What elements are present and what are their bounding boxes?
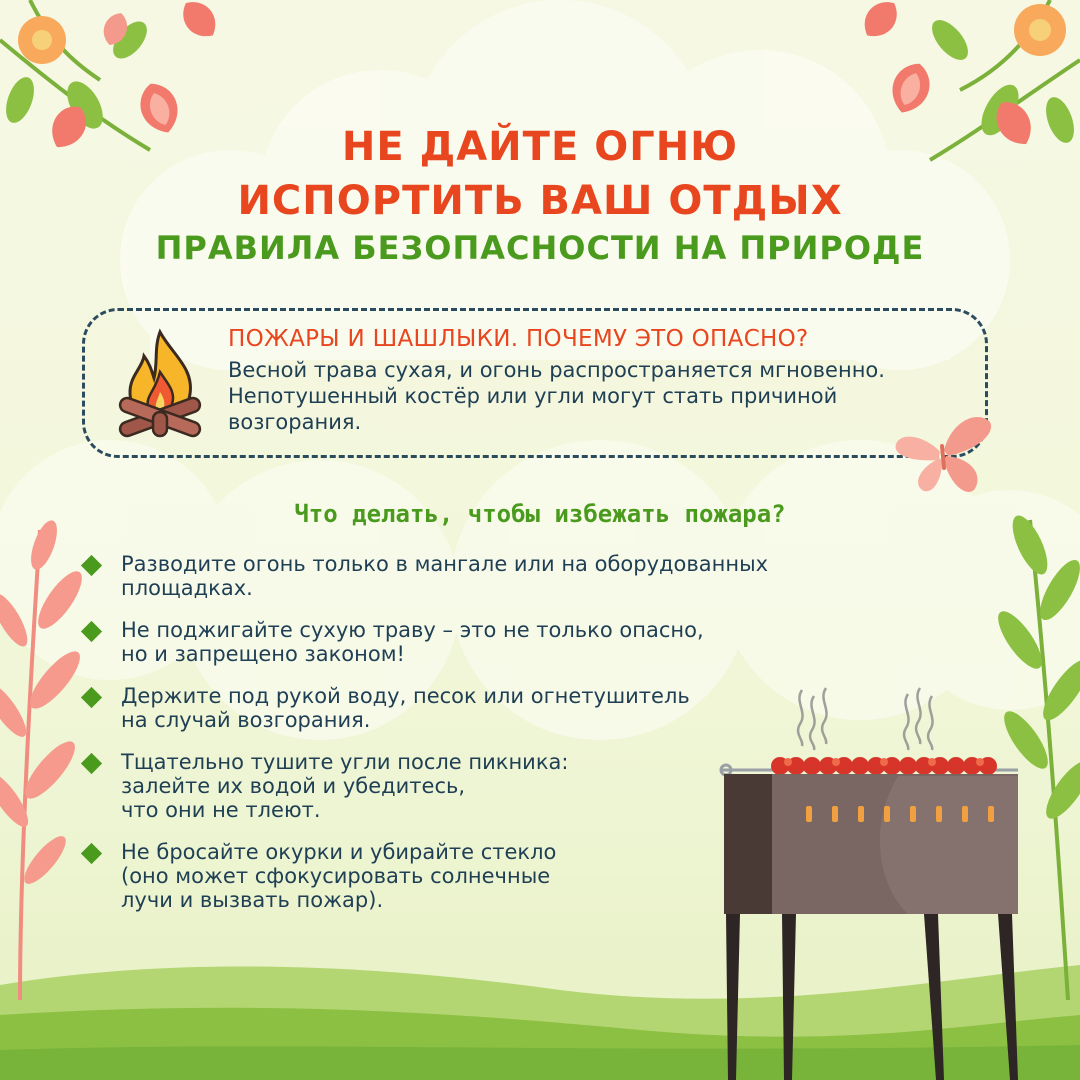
title-line-1: НЕ ДАЙТЕ ОГНЮ (341, 124, 739, 170)
diamond-bullet-icon (81, 753, 102, 774)
rule-text: Держите под рукой воду, песок или огнетушитель на случай возгорания. (121, 684, 690, 732)
diamond-bullet-icon (81, 621, 102, 642)
diamond-bullet-icon (81, 555, 102, 576)
diamond-bullet-icon (81, 687, 102, 708)
butterfly-icon (892, 410, 994, 500)
grill-icon (718, 686, 1028, 1080)
rule-item (80, 552, 940, 600)
info-text: Весной трава сухая, и огонь распространяется мгновенно. Непотушенный костёр или угли могут стать причиной возгорания. (228, 358, 885, 434)
rule-item (80, 618, 940, 666)
subtitle: ПРАВИЛА БЕЗОПАСНОСТИ НА ПРИРОДЕ (155, 229, 925, 267)
diamond-bullet-icon (81, 843, 102, 864)
rule-text: Не поджигайте сухую траву – это не только опасно, но и запрещено законом! (121, 618, 704, 666)
section-heading: Что делать, чтобы избежать пожара? (294, 500, 786, 528)
rule-text: Разводите огонь только в мангале или на оборудованных площадках. (121, 552, 769, 600)
info-heading: ПОЖАРЫ И ШАШЛЫКИ. ПОЧЕМУ ЭТО ОПАСНО? (228, 326, 809, 352)
rule-text: Не бросайте окурки и убирайте стекло (оно может сфокусировать солнечные лучи и вызвать пожар). (121, 840, 557, 912)
campfire-icon (110, 328, 210, 438)
title-line-2: ИСПОРТИТЬ ВАШ ОТДЫХ (237, 178, 843, 224)
rule-text: Тщательно тушите угли после пикника: залейте их водой и убедитесь, что они не тлеют. (121, 750, 569, 822)
